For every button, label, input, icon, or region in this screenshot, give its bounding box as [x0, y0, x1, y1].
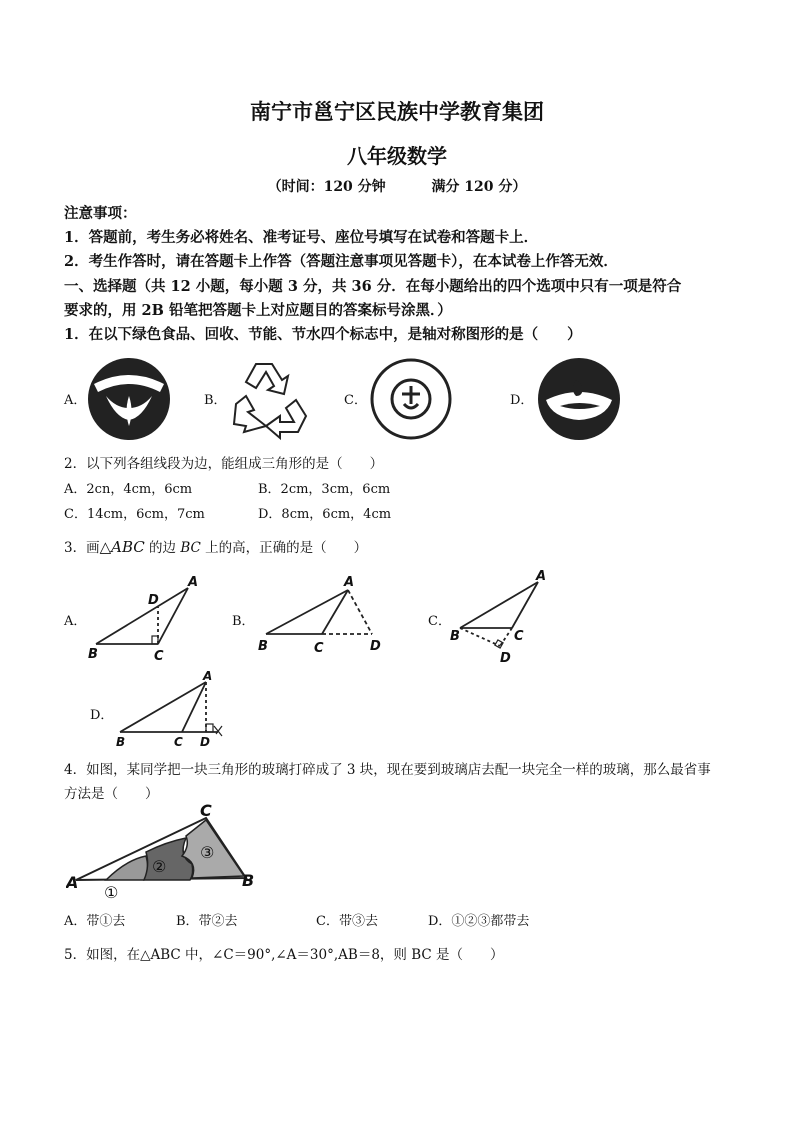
q1-option-a: A．: [64, 393, 87, 408]
q4-option-c: C．带③去: [316, 914, 378, 929]
q3-stem-triangle: △ABC: [99, 538, 145, 556]
water-saving-logo-icon: [536, 356, 622, 442]
q4-label-b: B: [242, 871, 255, 890]
q1-option-c: C．: [344, 393, 367, 408]
q3d-label-b: B: [116, 735, 126, 749]
q3-figure-a: [84, 574, 204, 664]
section1-line2: 要求的，用 2B 铅笔把答题卡上对应题目的答案标号涂黑．）: [64, 302, 452, 319]
q3d-label-a: A: [203, 670, 213, 683]
q3b-label-c: C: [314, 641, 324, 656]
q5-stem: 5．如图，在△ABC 中，∠C＝90°,∠A＝30°,AB＝8，则 BC 是（ ）: [64, 947, 504, 963]
q2-stem: 2．以下列各组线段为边，能组成三角形的是（ ）: [64, 456, 384, 472]
time-info: （时间：120 分钟: [267, 179, 386, 195]
q3c-label-d: D: [500, 651, 511, 666]
energy-saving-logo-icon: [368, 356, 454, 442]
q1-stem: 1．在以下绿色食品、回收、节能、节水四个标志中，是轴对称图形的是（ ）: [64, 326, 582, 343]
q3-stem-suffix: 上的高，正确的是（ ）: [200, 540, 368, 556]
q4-option-d: D．①②③都带去: [428, 914, 530, 929]
q3c-label-b: B: [450, 629, 460, 644]
q3b-label-d: D: [370, 639, 381, 654]
q3-stem-mid: 的边: [144, 540, 181, 556]
q4-broken-glass-figure: [66, 800, 266, 904]
q3c-label-a: A: [536, 569, 547, 584]
q3b-label-a: A: [344, 575, 355, 590]
q2-option-b: B．2cm，3cm，6cm: [258, 482, 391, 497]
q3-figure-c: [446, 568, 556, 668]
q2-option-a: A．2cn，4cm，6cm: [64, 482, 193, 497]
q4-label-a: A: [66, 873, 79, 892]
q3-figure-b: [254, 572, 394, 662]
green-food-logo-icon: [86, 356, 172, 442]
notes-heading: 注意事项：: [64, 205, 137, 222]
q3-stem-bc: BC: [180, 540, 201, 556]
q3d-label-d: D: [200, 735, 210, 749]
q4-piece-1: ①: [104, 883, 119, 902]
q3b-label-b: B: [258, 639, 268, 654]
q4-piece-3: ③: [200, 843, 215, 862]
exam-info: [0, 176, 794, 196]
q4-option-a: A．带①去: [64, 914, 126, 929]
q3-option-c: C．: [428, 614, 451, 629]
q1-option-d: D．: [510, 393, 534, 408]
q2-option-c: C．14cm，6cm，7cm: [64, 507, 205, 522]
q3a-label-a: A: [188, 575, 199, 590]
q4-piece-2: ②: [152, 857, 167, 876]
q4-label-c: C: [200, 801, 212, 820]
q4-option-b: B．带②去: [176, 914, 238, 929]
q3-option-a: A．: [64, 614, 87, 629]
note-item-2: 2．考生作答时，请在答题卡上作答（答题注意事项见答题卡），在本试卷上作答无效．: [64, 253, 618, 270]
q3-stem: [64, 536, 367, 556]
q3c-label-c: C: [514, 629, 524, 644]
q3-figure-d: [112, 670, 232, 752]
q3a-label-d: D: [148, 593, 159, 608]
section1-line1: 一、选择题（共 12 小题，每小题 3 分，共 36 分．在每小题给出的四个选项中只有一项是符合: [64, 278, 682, 295]
q3-stem-prefix: 3．画: [64, 540, 100, 556]
q3d-label-c: C: [174, 735, 183, 749]
note-item-1: 1．答题前，考生务必将姓名、准考证号、座位号填写在试卷和答题卡上．: [64, 229, 539, 246]
q4-stem-line1: 4．如图，某同学把一块三角形的玻璃打碎成了 3 块，现在要到玻璃店去配一块完全一样的玻璃，那么最省事: [64, 762, 711, 778]
subject-title: 八年级数学: [347, 144, 447, 168]
q3a-label-b: B: [88, 647, 98, 662]
q3a-label-c: C: [154, 649, 164, 664]
score-info: 满分 120 分）: [431, 179, 527, 195]
q4-stem-line2: 方法是（ ）: [64, 786, 159, 802]
q1-option-b: B．: [204, 393, 227, 408]
school-title: 南宁市邕宁区民族中学教育集团: [250, 99, 544, 124]
q3-option-b: B．: [232, 614, 255, 629]
recycle-logo-icon: [226, 356, 314, 442]
q2-option-d: D．8cm，6cm，4cm: [258, 507, 392, 522]
q3-option-d: D．: [90, 708, 114, 723]
